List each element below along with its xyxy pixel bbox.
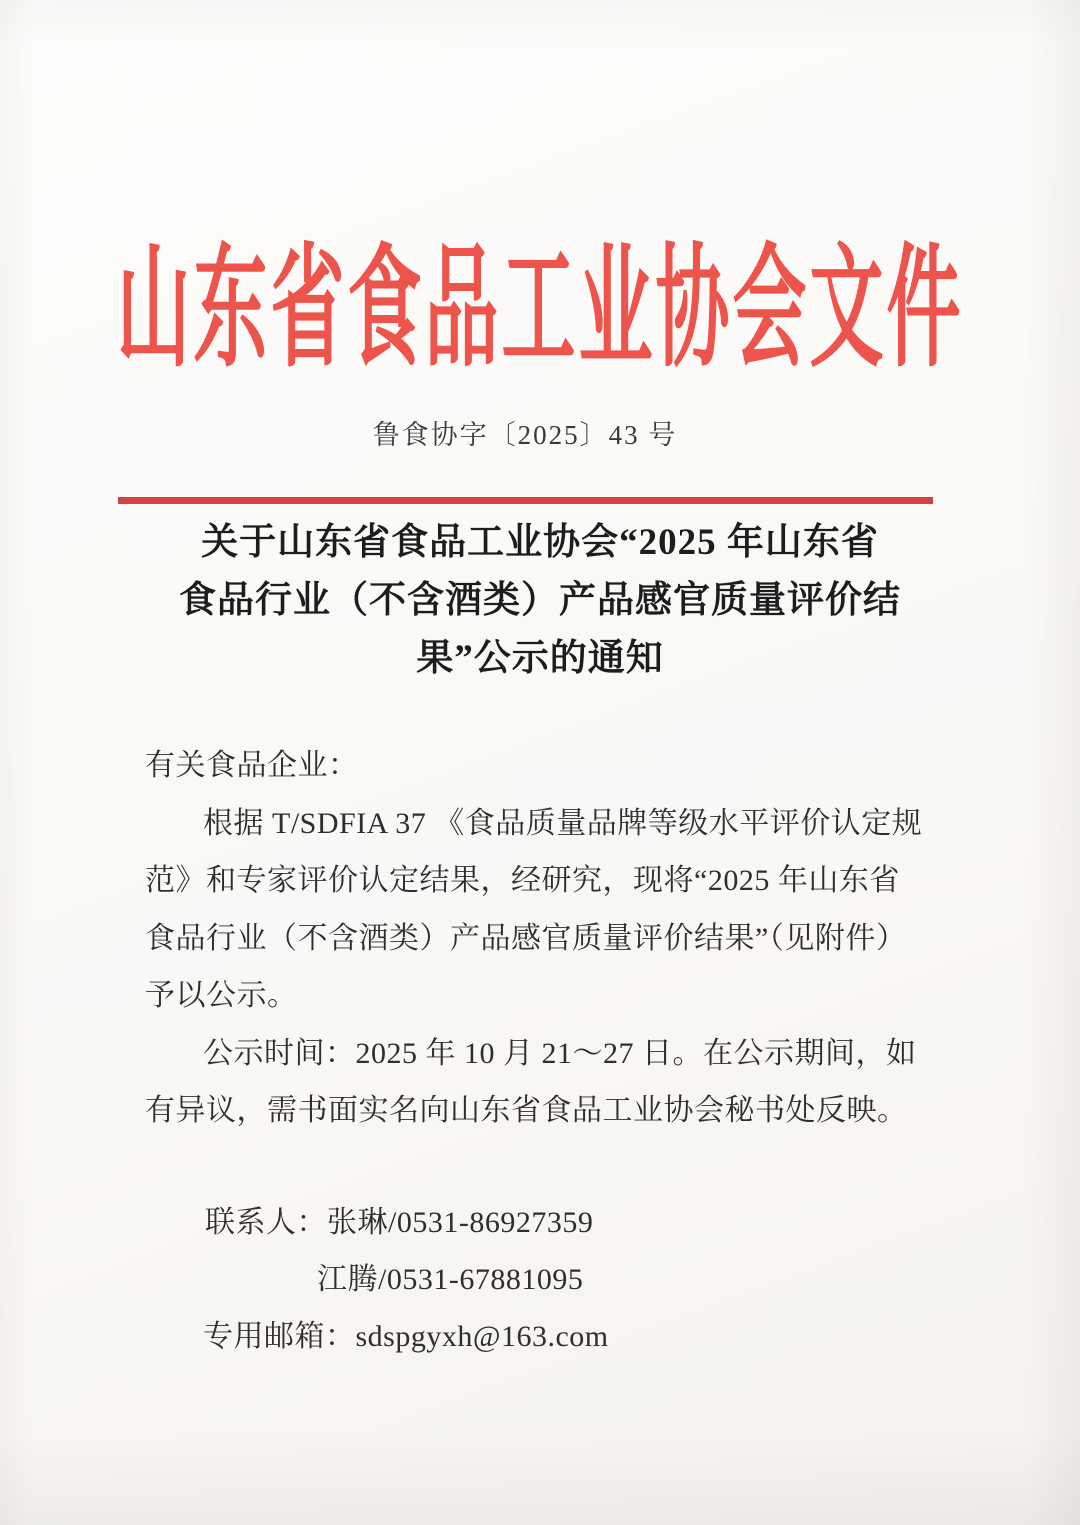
notice-title (0, 514, 1080, 688)
org-title: 山东省食品工业协会文件 (116, 236, 964, 385)
body-line: 根据 T/SDFIA 37 《食品质量品牌等级水平评价认定规 (203, 806, 923, 840)
notice-title-line: 食品行业（不含酒类）产品感官质量评价结 (179, 580, 901, 621)
body-line: 予以公示。 (145, 979, 298, 1012)
salutation-line: 有关食品企业： (145, 749, 359, 782)
notice-title-line: 果”公示的通知 (416, 638, 664, 679)
body-line: 食品行业（不含酒类）产品感官质量评价结果”（见附件） (145, 921, 907, 955)
body-line: 公示时间：2025 年 10 月 21～27 日。在公示期间，如 (203, 1036, 917, 1070)
notice-title-line: 关于山东省食品工业协会“2025 年山东省 (201, 522, 879, 563)
contact-block (145, 1194, 945, 1365)
letterhead (0, 222, 1080, 385)
red-divider-line (118, 497, 933, 504)
doc-number: 鲁食协字〔2025〕43 号 (372, 420, 678, 450)
contact-email-line: 专用邮箱：sdspgyxh@163.com (203, 1320, 609, 1353)
contact-person-line: 江腾/0531-67881095 (317, 1263, 584, 1296)
body-line: 有异议，需书面实名向山东省食品工业协会秘书处反映。 (145, 1094, 908, 1127)
body-line: 范》和专家评价认定结果，经研究，现将“2025 年山东省 (145, 864, 900, 897)
notice-body (145, 737, 945, 1140)
contact-person-line: 联系人：张琳/0531-86927359 (205, 1206, 594, 1239)
